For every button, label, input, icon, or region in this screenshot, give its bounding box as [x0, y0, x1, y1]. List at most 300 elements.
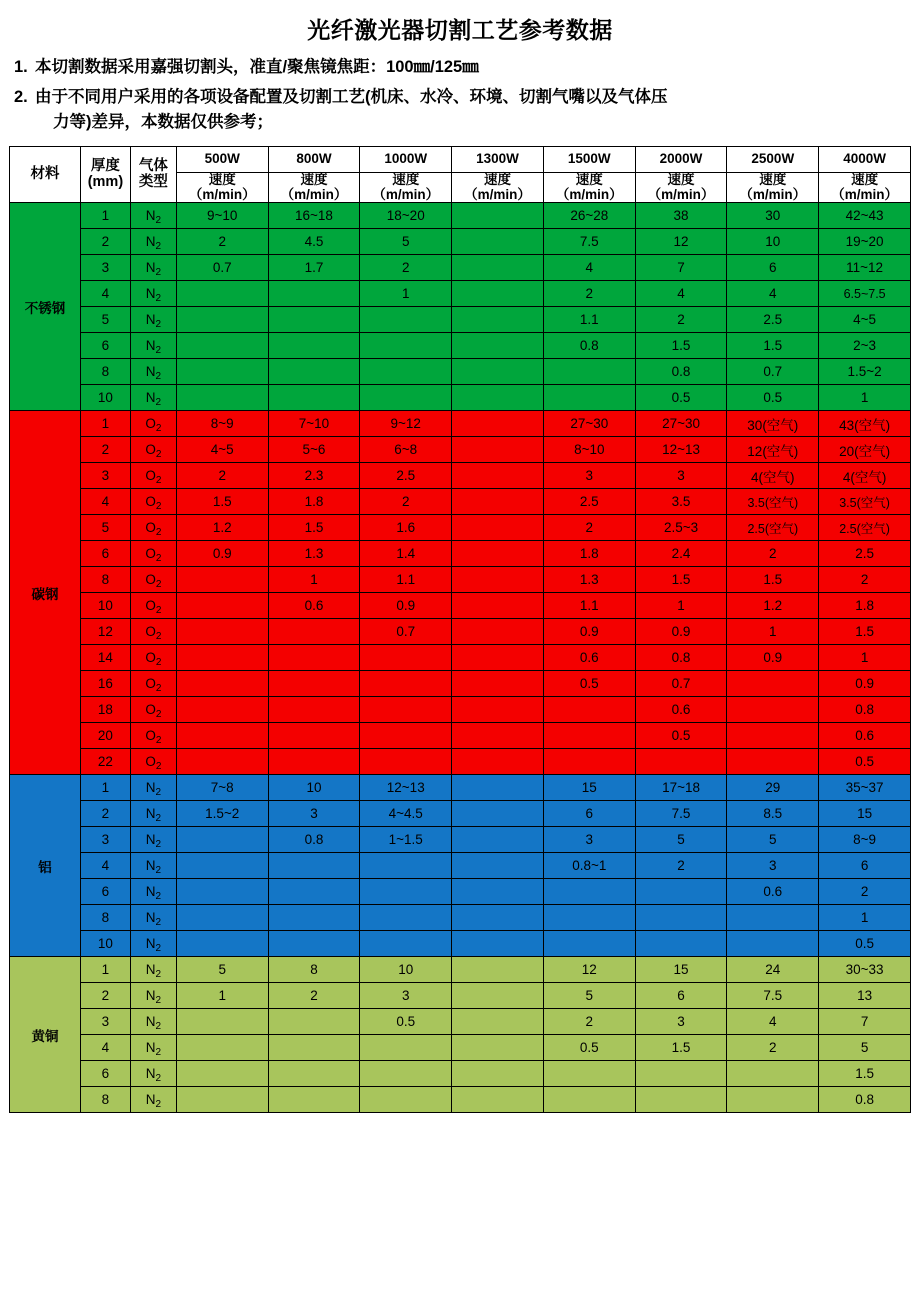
speed-cell: 1	[819, 645, 911, 671]
speed-cell: 1.1	[543, 307, 635, 333]
header-power-800w: 800W	[268, 146, 360, 172]
speed-cell: 3	[543, 827, 635, 853]
gas-symbol: O	[145, 676, 156, 692]
speed-cell	[360, 697, 452, 723]
table-row	[10, 1009, 911, 1035]
speed-cell	[176, 723, 268, 749]
gas-symbol: N	[145, 208, 156, 224]
speed-cell: 2	[176, 463, 268, 489]
header-power-1500w: 1500W	[543, 146, 635, 172]
speed-cell: 12	[543, 957, 635, 983]
thickness-cell: 1	[80, 411, 130, 437]
speed-cell	[268, 333, 360, 359]
thickness-cell: 2	[80, 437, 130, 463]
gas-subscript: 2	[155, 267, 162, 279]
table-row	[10, 333, 911, 359]
header-gas-line1: 气体	[138, 157, 168, 174]
speed-cell: 1.6	[360, 515, 452, 541]
speed-cell	[452, 385, 544, 411]
speed-cell: 30(空气)	[727, 411, 819, 437]
speed-cell	[268, 931, 360, 957]
gas-symbol: O	[145, 572, 156, 588]
speed-cell	[360, 905, 452, 931]
speed-cell	[543, 697, 635, 723]
table-row	[10, 723, 911, 749]
gas-symbol: N	[145, 234, 156, 250]
speed-cell	[727, 671, 819, 697]
speed-cell: 2	[176, 229, 268, 255]
gas-type-cell	[130, 437, 176, 463]
speed-cell	[727, 1087, 819, 1113]
speed-cell: 2.5	[819, 541, 911, 567]
speed-cell: 1.5~2	[176, 801, 268, 827]
thickness-cell: 1	[80, 203, 130, 229]
gas-type-cell	[130, 853, 176, 879]
gas-symbol: N	[145, 338, 156, 354]
speed-cell	[452, 957, 544, 983]
speed-cell	[452, 593, 544, 619]
gas-symbol: O	[145, 702, 156, 718]
gas-subscript: 2	[155, 709, 162, 721]
gas-type-cell	[130, 541, 176, 567]
speed-cell: 17~18	[635, 775, 727, 801]
speed-cell	[268, 281, 360, 307]
gas-type-cell	[130, 723, 176, 749]
gas-symbol: N	[145, 260, 156, 276]
speed-cell	[452, 489, 544, 515]
speed-cell	[268, 1087, 360, 1113]
speed-cell: 1	[360, 281, 452, 307]
gas-symbol: N	[145, 780, 156, 796]
note-number: 2.	[14, 87, 28, 106]
table-row	[10, 983, 911, 1009]
speed-cell: 1.7	[268, 255, 360, 281]
speed-cell	[176, 749, 268, 775]
speed-cell	[543, 1087, 635, 1113]
speed-cell	[452, 619, 544, 645]
header-gas-line2: 类型	[138, 173, 168, 190]
speed-cell	[360, 749, 452, 775]
speed-cell	[635, 879, 727, 905]
thickness-cell: 2	[80, 229, 130, 255]
gas-symbol: O	[145, 416, 156, 432]
speed-cell: 1	[727, 619, 819, 645]
speed-label: 速度	[208, 171, 236, 187]
table-row	[10, 437, 911, 463]
header-thickness-line1: 厚度	[90, 157, 120, 174]
header-power-1300w: 1300W	[452, 146, 544, 172]
speed-cell	[176, 385, 268, 411]
speed-cell: 0.6	[268, 593, 360, 619]
gas-type-cell	[130, 671, 176, 697]
note-item	[14, 55, 910, 81]
speed-cell	[268, 619, 360, 645]
speed-cell: 0.9	[727, 645, 819, 671]
speed-cell: 2.5~3	[635, 515, 727, 541]
speed-cell	[268, 645, 360, 671]
speed-cell: 0.5	[727, 385, 819, 411]
gas-subscript: 2	[155, 423, 162, 435]
speed-cell: 11~12	[819, 255, 911, 281]
page-title: 光纤激光器切割工艺参考数据	[307, 17, 613, 43]
speed-cell: 15	[543, 775, 635, 801]
speed-cell: 5	[727, 827, 819, 853]
thickness-cell: 6	[80, 1061, 130, 1087]
note-line-2: 力等)差异，本数据仅供参考；	[53, 113, 273, 132]
speed-cell	[176, 1035, 268, 1061]
speed-cell	[176, 1061, 268, 1087]
speed-cell: 2	[543, 1009, 635, 1035]
table-row	[10, 1087, 911, 1113]
speed-cell	[176, 307, 268, 333]
speed-cell: 0.6	[635, 697, 727, 723]
header-row-power	[10, 146, 911, 172]
speed-cell: 0.5	[819, 749, 911, 775]
speed-cell: 7.5	[727, 983, 819, 1009]
speed-cell	[268, 749, 360, 775]
gas-type-cell	[130, 463, 176, 489]
table-row	[10, 411, 911, 437]
document-page	[0, 12, 920, 1113]
speed-cell	[452, 775, 544, 801]
table-row	[10, 957, 911, 983]
speed-cell: 26~28	[543, 203, 635, 229]
gas-type-cell	[130, 515, 176, 541]
speed-cell: 2.5(空气)	[727, 515, 819, 541]
speed-cell	[452, 671, 544, 697]
gas-type-cell	[130, 645, 176, 671]
speed-cell	[176, 931, 268, 957]
speed-cell: 2	[268, 983, 360, 1009]
speed-cell: 15	[819, 801, 911, 827]
speed-cell: 2	[635, 853, 727, 879]
speed-cell	[360, 307, 452, 333]
speed-cell	[543, 723, 635, 749]
note-number: 1.	[14, 58, 28, 76]
speed-cell	[268, 1009, 360, 1035]
thickness-cell: 6	[80, 541, 130, 567]
gas-subscript: 2	[155, 787, 162, 799]
thickness-cell: 1	[80, 957, 130, 983]
gas-subscript: 2	[155, 683, 162, 695]
speed-cell	[360, 853, 452, 879]
speed-cell: 0.7	[635, 671, 727, 697]
table-row	[10, 801, 911, 827]
speed-cell: 5	[635, 827, 727, 853]
speed-cell	[635, 1087, 727, 1113]
speed-cell	[452, 281, 544, 307]
speed-cell	[452, 541, 544, 567]
speed-cell: 2.5	[727, 307, 819, 333]
speed-cell	[543, 905, 635, 931]
gas-symbol: O	[145, 754, 156, 770]
gas-type-cell	[130, 229, 176, 255]
speed-cell: 7.5	[635, 801, 727, 827]
speed-cell	[452, 359, 544, 385]
speed-cell	[452, 931, 544, 957]
speed-cell	[176, 645, 268, 671]
speed-cell	[452, 567, 544, 593]
speed-cell: 7	[635, 255, 727, 281]
speed-cell	[452, 515, 544, 541]
speed-cell: 1	[268, 567, 360, 593]
speed-cell: 7	[819, 1009, 911, 1035]
speed-cell	[452, 437, 544, 463]
table-row	[10, 229, 911, 255]
gas-type-cell	[130, 385, 176, 411]
speed-cell: 4~5	[819, 307, 911, 333]
gas-subscript: 2	[155, 813, 162, 825]
gas-type-cell	[130, 775, 176, 801]
speed-cell: 27~30	[543, 411, 635, 437]
thickness-cell: 20	[80, 723, 130, 749]
speed-cell: 1.8	[819, 593, 911, 619]
speed-cell: 5	[360, 229, 452, 255]
thickness-cell: 6	[80, 879, 130, 905]
speed-cell: 10	[727, 229, 819, 255]
speed-cell	[268, 671, 360, 697]
speed-cell	[176, 619, 268, 645]
speed-cell	[176, 671, 268, 697]
speed-cell: 0.5	[635, 723, 727, 749]
gas-subscript: 2	[155, 969, 162, 981]
table-row	[10, 307, 911, 333]
speed-cell: 3	[268, 801, 360, 827]
note-item	[14, 85, 910, 136]
gas-subscript: 2	[155, 865, 162, 877]
thickness-cell: 4	[80, 489, 130, 515]
gas-subscript: 2	[155, 293, 162, 305]
speed-cell: 4	[727, 1009, 819, 1035]
table-row	[10, 749, 911, 775]
table-row	[10, 255, 911, 281]
gas-type-cell	[130, 281, 176, 307]
speed-cell	[176, 359, 268, 385]
speed-cell	[727, 1061, 819, 1087]
material-cell: 铝	[10, 775, 81, 957]
thickness-cell: 3	[80, 463, 130, 489]
gas-subscript: 2	[155, 839, 162, 851]
gas-type-cell	[130, 411, 176, 437]
gas-symbol: N	[145, 1014, 156, 1030]
speed-cell	[452, 1087, 544, 1113]
speed-cell: 1.5	[635, 1035, 727, 1061]
speed-cell	[452, 697, 544, 723]
speed-cell	[360, 385, 452, 411]
speed-cell: 2.4	[635, 541, 727, 567]
table-body	[10, 203, 911, 1113]
header-speed-2000w	[635, 172, 727, 203]
header-thickness	[80, 146, 130, 203]
gas-symbol: O	[145, 624, 156, 640]
speed-cell	[452, 801, 544, 827]
table-row	[10, 1061, 911, 1087]
speed-cell: 0.5	[360, 1009, 452, 1035]
thickness-cell: 2	[80, 801, 130, 827]
speed-label: 速度	[484, 171, 511, 187]
speed-cell	[268, 385, 360, 411]
speed-unit: （m/min）	[464, 186, 531, 202]
speed-cell	[268, 1035, 360, 1061]
thickness-cell: 10	[80, 385, 130, 411]
speed-cell: 0.5	[543, 671, 635, 697]
speed-unit: （m/min）	[831, 186, 898, 202]
speed-cell: 2	[819, 567, 911, 593]
gas-symbol: N	[145, 390, 156, 406]
gas-type-cell	[130, 255, 176, 281]
speed-cell: 4(空气)	[727, 463, 819, 489]
header-power-2500w: 2500W	[727, 146, 819, 172]
thickness-cell: 6	[80, 333, 130, 359]
gas-subscript: 2	[155, 605, 162, 617]
speed-unit: （m/min）	[739, 186, 807, 202]
speed-cell	[635, 931, 727, 957]
table-row	[10, 281, 911, 307]
speed-cell: 3.5(空气)	[727, 489, 819, 515]
speed-cell	[452, 1061, 544, 1087]
speed-cell: 0.9	[543, 619, 635, 645]
speed-cell: 2	[819, 879, 911, 905]
speed-cell: 2.5	[543, 489, 635, 515]
speed-cell: 0.6	[543, 645, 635, 671]
speed-cell: 30~33	[819, 957, 911, 983]
speed-cell: 4.5	[268, 229, 360, 255]
speed-cell: 8	[268, 957, 360, 983]
speed-cell: 1.3	[268, 541, 360, 567]
thickness-cell: 4	[80, 1035, 130, 1061]
speed-cell	[268, 879, 360, 905]
speed-cell	[452, 905, 544, 931]
gas-subscript: 2	[155, 215, 162, 227]
header-thickness-line2: (mm)	[87, 173, 124, 190]
speed-cell	[727, 697, 819, 723]
speed-cell: 6	[543, 801, 635, 827]
header-speed-1500w	[543, 172, 635, 203]
speed-cell	[176, 281, 268, 307]
gas-subscript: 2	[155, 943, 162, 955]
table-row	[10, 697, 911, 723]
note-line-1: 由于不同用户采用的各项设备配置及切割工艺(机床、水冷、环境、切割气嘴以及气体压	[35, 87, 668, 106]
speed-cell: 0.9	[360, 593, 452, 619]
thickness-cell: 3	[80, 255, 130, 281]
speed-cell: 6.5~7.5	[819, 281, 911, 307]
header-speed-4000w	[819, 172, 911, 203]
thickness-cell: 16	[80, 671, 130, 697]
speed-cell: 1.5	[727, 567, 819, 593]
thickness-cell: 4	[80, 281, 130, 307]
thickness-cell: 8	[80, 905, 130, 931]
speed-cell: 0.7	[727, 359, 819, 385]
speed-cell	[452, 463, 544, 489]
gas-type-cell	[130, 931, 176, 957]
speed-cell: 0.5	[635, 385, 727, 411]
table-row	[10, 879, 911, 905]
speed-cell: 9~10	[176, 203, 268, 229]
speed-cell: 1	[819, 905, 911, 931]
speed-cell: 0.8	[543, 333, 635, 359]
gas-subscript: 2	[155, 527, 162, 539]
speed-cell: 0.8	[268, 827, 360, 853]
thickness-cell: 18	[80, 697, 130, 723]
note-text: 本切割数据采用嘉强切割头，准直/聚焦镜焦距：100㎜/125㎜	[35, 58, 479, 76]
gas-subscript: 2	[155, 735, 162, 747]
speed-cell	[452, 255, 544, 281]
speed-cell	[176, 593, 268, 619]
thickness-cell: 5	[80, 307, 130, 333]
gas-subscript: 2	[155, 397, 162, 409]
table-row	[10, 359, 911, 385]
speed-cell	[452, 203, 544, 229]
gas-type-cell	[130, 333, 176, 359]
header-speed-800w	[268, 172, 360, 203]
speed-cell	[452, 879, 544, 905]
gas-subscript: 2	[155, 579, 162, 591]
gas-subscript: 2	[155, 1073, 162, 1085]
speed-cell: 15	[635, 957, 727, 983]
gas-type-cell	[130, 957, 176, 983]
speed-cell: 0.8	[635, 645, 727, 671]
speed-cell	[176, 827, 268, 853]
speed-cell: 4~5	[176, 437, 268, 463]
gas-type-cell	[130, 307, 176, 333]
table-row	[10, 775, 911, 801]
speed-label: 速度	[392, 171, 420, 187]
speed-cell: 2	[635, 307, 727, 333]
speed-cell	[176, 853, 268, 879]
gas-symbol: O	[145, 494, 156, 510]
speed-cell	[727, 931, 819, 957]
speed-cell: 1.5	[268, 515, 360, 541]
speed-cell	[452, 827, 544, 853]
speed-cell: 24	[727, 957, 819, 983]
speed-cell	[452, 983, 544, 1009]
speed-cell	[452, 645, 544, 671]
speed-cell: 30	[727, 203, 819, 229]
gas-subscript: 2	[155, 761, 162, 773]
thickness-cell: 3	[80, 827, 130, 853]
thickness-cell: 5	[80, 515, 130, 541]
speed-cell	[268, 1061, 360, 1087]
speed-cell: 2.3	[268, 463, 360, 489]
gas-symbol: O	[145, 468, 156, 484]
gas-subscript: 2	[155, 553, 162, 565]
gas-symbol: N	[145, 910, 156, 926]
gas-type-cell	[130, 619, 176, 645]
speed-cell	[360, 723, 452, 749]
speed-cell: 1.2	[176, 515, 268, 541]
speed-cell: 6	[819, 853, 911, 879]
speed-cell: 4	[635, 281, 727, 307]
speed-cell: 12~13	[635, 437, 727, 463]
header-speed-2500w	[727, 172, 819, 203]
speed-cell	[360, 645, 452, 671]
speed-cell	[452, 723, 544, 749]
speed-cell: 2.5(空气)	[819, 515, 911, 541]
speed-cell: 18~20	[360, 203, 452, 229]
gas-symbol: N	[145, 286, 156, 302]
speed-cell	[268, 905, 360, 931]
gas-subscript: 2	[155, 891, 162, 903]
speed-cell	[727, 749, 819, 775]
speed-cell: 3	[543, 463, 635, 489]
gas-subscript: 2	[155, 241, 162, 253]
speed-cell	[268, 853, 360, 879]
gas-symbol: N	[145, 884, 156, 900]
speed-cell: 2~3	[819, 333, 911, 359]
gas-symbol: O	[145, 598, 156, 614]
speed-cell: 6~8	[360, 437, 452, 463]
speed-cell	[452, 1009, 544, 1035]
